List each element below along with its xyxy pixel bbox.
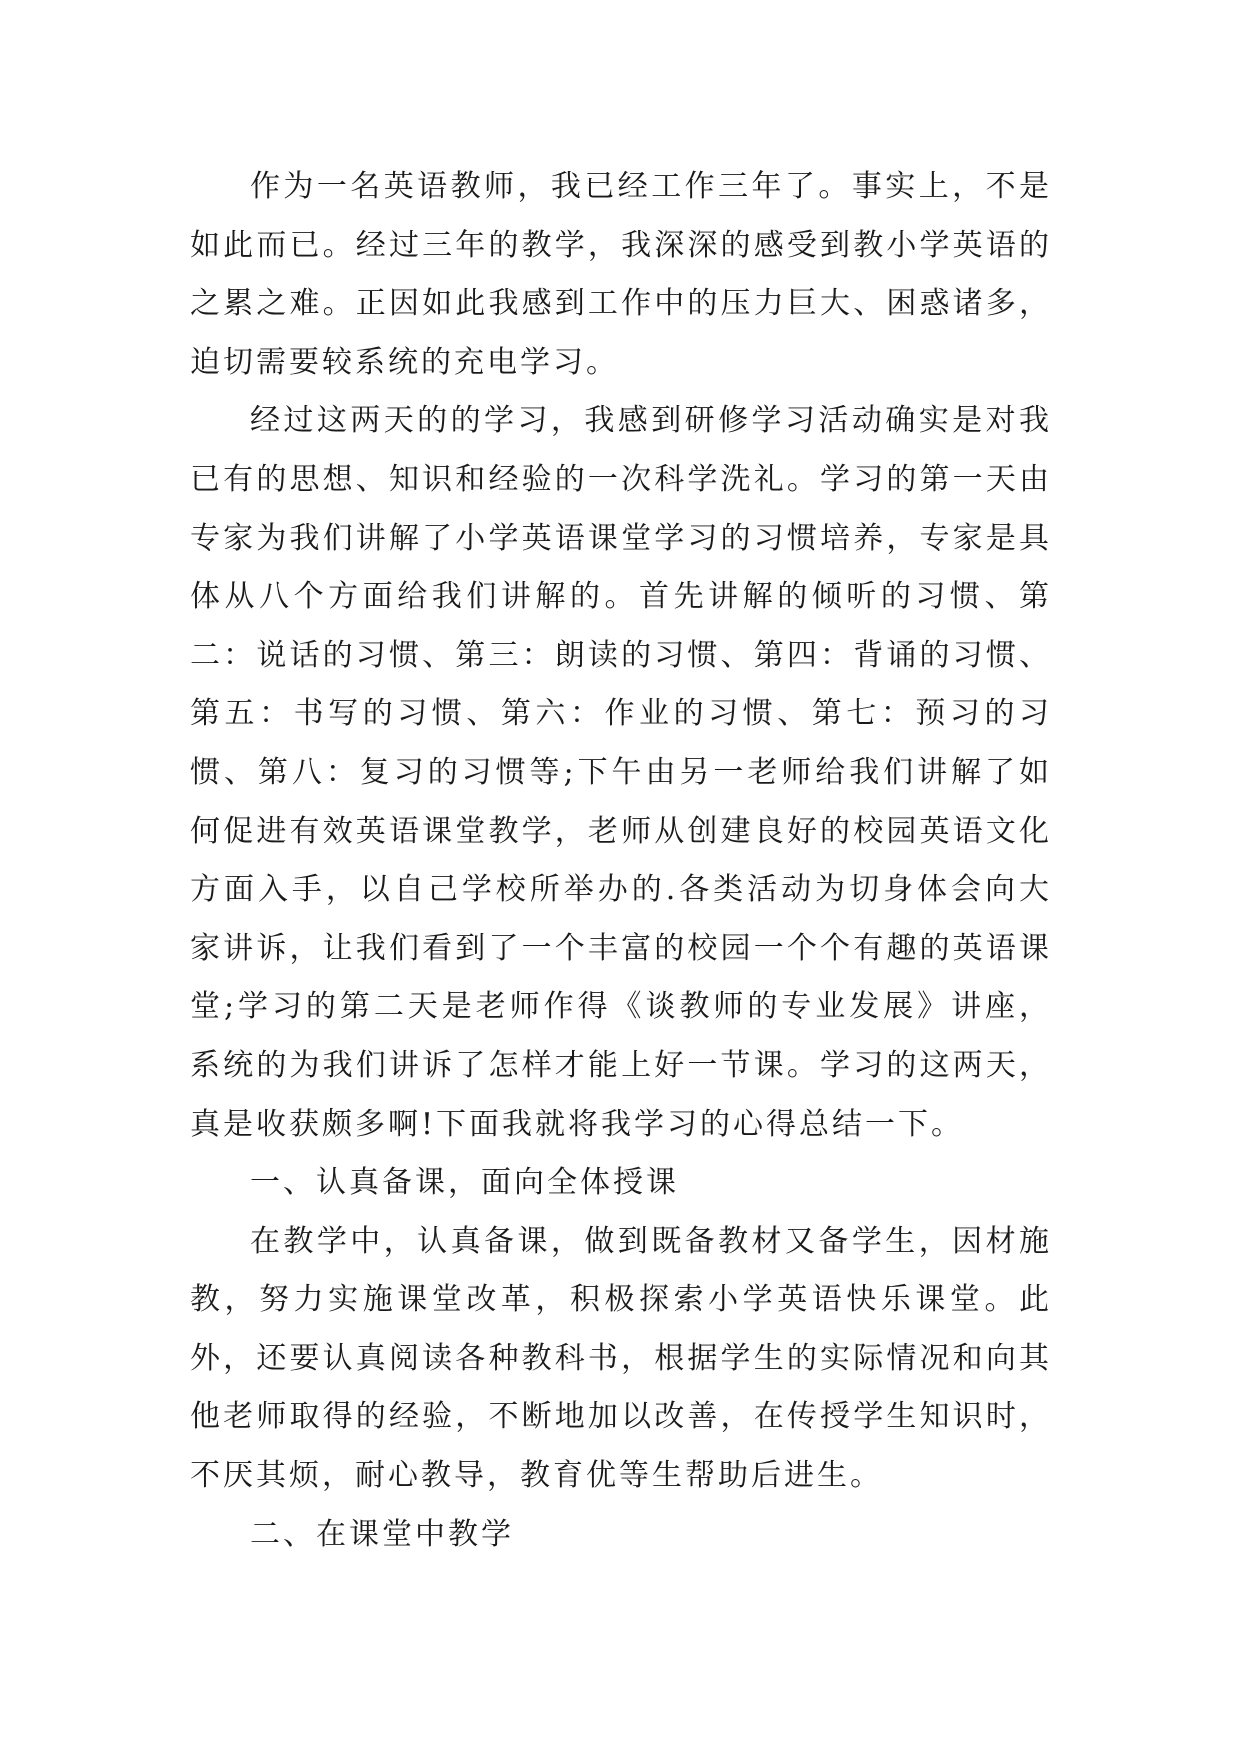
paragraph-study-summary: 经过这两天的的学习，我感到研修学习活动确实是对我已有的思想、知识和经验的一次科学洗礼。学习的第一天由专家为我们讲解了小学英语课堂学习的习惯培养，专家是具体从八个方面给我们讲解的。首先讲解的倾听的习惯、第二：说话的习惯、第三：朗读的习惯、第四：背诵的习惯、第五：书写的习惯、第六：作业的习惯、第七：预习的习惯、第八：复习的习惯等;下午由另一老师给我们讲解了如何促进有效英语课堂教学，老师从创建良好的校园英语文化方面入手，以自己学校所举办的.各类活动为切身体会向大家讲诉，让我们看到了一个丰富的校园一个个有趣的英语课堂;学习的第二天是老师作得《谈教师的专业发展》讲座，系统的为我们讲诉了怎样才能上好一节课。学习的这两天，真是收获颇多啊!下面我就将我学习的心得总结一下。 bbox=[190, 403, 1052, 1142]
paragraph-intro: 作为一名英语教师，我已经工作三年了。事实上，不是如此而已。经过三年的教学，我深深的感受到教小学英语的之累之难。正因如此我感到工作中的压力巨大、困惑诸多，迫切需要较系统的充电学习。 bbox=[190, 169, 1052, 380]
section-heading-2: 二、在课堂中教学 bbox=[250, 1516, 514, 1552]
document-body bbox=[190, 158, 1052, 1564]
section-heading-1: 一、认真备课，面向全体授课 bbox=[250, 1165, 679, 1201]
paragraph-lesson-prep: 在教学中，认真备课，做到既备教材又备学生，因材施教，努力实施课堂改革，积极探索小学英语快乐课堂。此外，还要认真阅读各种教科书，根据学生的实际情况和向其他老师取得的经验，不断地加以改善，在传授学生知识时，不厌其烦，耐心教导，教育优等生帮助后进生。 bbox=[190, 1223, 1052, 1494]
